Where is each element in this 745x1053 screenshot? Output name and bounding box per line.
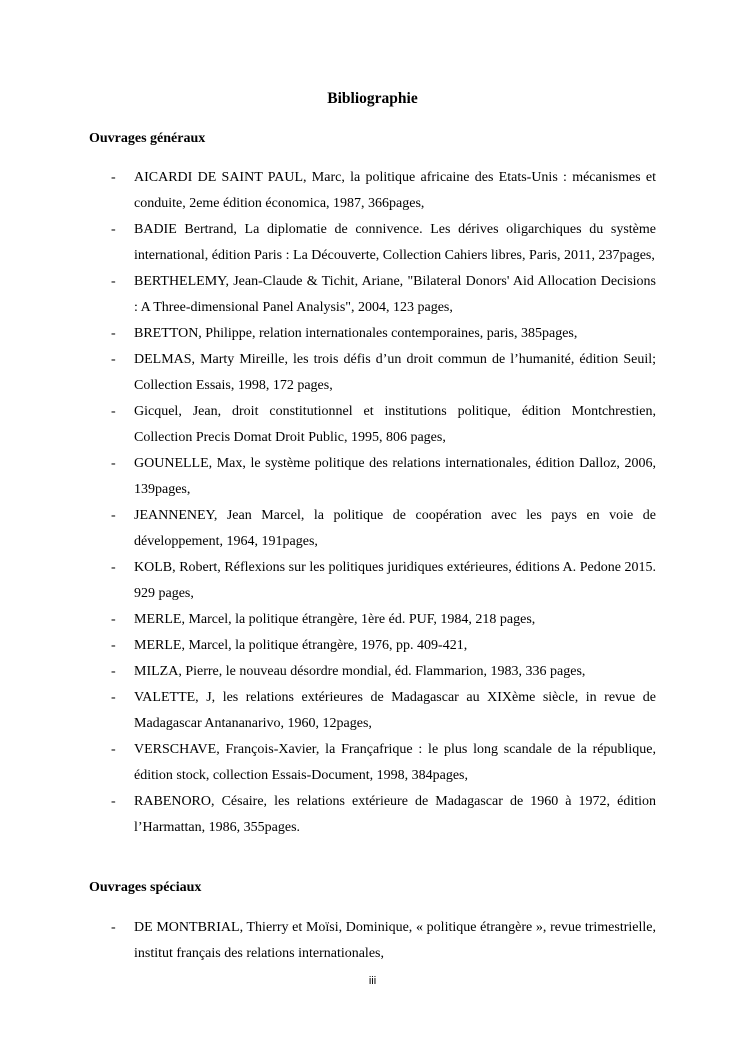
bibliography-entry xyxy=(89,659,656,685)
bibliography-entry xyxy=(89,915,656,967)
entry-text: DE MONTBRIAL, Thierry et Moïsi, Dominique, « politique étrangère », revue trimestrielle, institut français des relations internationales, xyxy=(134,920,656,961)
entry-text: BADIE Bertrand, La diplomatie de connivence. Les dérives oligarchiques du système international, édition Paris : La Découverte, Collection Cahiers libres, Paris, 2011, 237pages, xyxy=(134,222,656,263)
list-dash: - xyxy=(111,456,116,471)
bibliography-entry xyxy=(89,737,656,789)
bibliography-entry xyxy=(89,321,656,347)
list-dash: - xyxy=(111,920,116,935)
bibliography-entry xyxy=(89,503,656,555)
entry-text: KOLB, Robert, Réflexions sur les politiques juridiques extérieures, éditions A. Pedone 2015. 929 pages, xyxy=(134,560,656,601)
entry-text: RABENORO, Césaire, les relations extérieure de Madagascar de 1960 à 1972, édition l’Harmattan, 1986, 355pages. xyxy=(134,794,656,835)
list-dash: - xyxy=(111,352,116,367)
entry-text: AICARDI DE SAINT PAUL, Marc, la politique africaine des Etats-Unis : mécanismes et conduite, 2eme édition économica, 1987, 366pages, xyxy=(134,170,656,211)
entry-text: DELMAS, Marty Mireille, les trois défis d’un droit commun de l’humanité, édition Seuil; Collection Essais, 1998, 172 pages, xyxy=(134,352,656,393)
bibliography-list-general xyxy=(89,165,656,841)
list-dash: - xyxy=(111,326,116,341)
page-title: Bibliographie xyxy=(327,90,418,107)
entry-text: VERSCHAVE, François-Xavier, la Françafrique : le plus long scandale de la république, édition stock, collection Essais-Document, 1998, 384pages, xyxy=(134,742,656,783)
bibliography-entry xyxy=(89,451,656,503)
list-dash: - xyxy=(111,794,116,809)
entry-text: BRETTON, Philippe, relation internationales contemporaines, paris, 385pages, xyxy=(134,326,578,341)
bibliography-entry xyxy=(89,347,656,399)
list-dash: - xyxy=(111,742,116,757)
entry-text: JEANNENEY, Jean Marcel, la politique de coopération avec les pays en voie de développement, 1964, 191pages, xyxy=(134,508,656,549)
list-dash: - xyxy=(111,508,116,523)
entry-text: MERLE, Marcel, la politique étrangère, 1976, pp. 409-421, xyxy=(134,638,468,653)
list-dash: - xyxy=(111,222,116,237)
bibliography-entry xyxy=(89,269,656,321)
entry-text: BERTHELEMY, Jean-Claude & Tichit, Ariane, "Bilateral Donors' Aid Allocation Decisions : A Three-dimensional Panel Analysis", 2004, 123 pages, xyxy=(134,274,656,315)
entry-text: GOUNELLE, Max, le système politique des relations internationales, édition Dalloz, 2006, 139pages, xyxy=(134,456,656,497)
bibliography-entry xyxy=(89,555,656,607)
list-dash: - xyxy=(111,404,116,419)
bibliography-entry xyxy=(89,165,656,217)
list-dash: - xyxy=(111,560,116,575)
bibliography-entry xyxy=(89,399,656,451)
entry-text: MILZA, Pierre, le nouveau désordre mondial, éd. Flammarion, 1983, 336 pages, xyxy=(134,664,586,679)
entry-text: MERLE, Marcel, la politique étrangère, 1ère éd. PUF, 1984, 218 pages, xyxy=(134,612,536,627)
list-dash: - xyxy=(111,170,116,185)
bibliography-entry xyxy=(89,685,656,737)
bibliography-entry xyxy=(89,607,656,633)
section-heading-general: Ouvrages généraux xyxy=(89,131,206,146)
list-dash: - xyxy=(111,612,116,627)
page-number: iii xyxy=(368,975,377,987)
section-heading-special: Ouvrages spéciaux xyxy=(89,880,202,895)
bibliography-entry xyxy=(89,789,656,841)
bibliography-entry xyxy=(89,217,656,269)
list-dash: - xyxy=(111,638,116,653)
entry-text: Gicquel, Jean, droit constitutionnel et institutions politique, édition Montchrestien, Collection Precis Domat Droit Public, 1995, 806 pages, xyxy=(134,404,656,445)
list-dash: - xyxy=(111,690,116,705)
bibliography-list-special xyxy=(89,915,656,967)
entry-text: VALETTE, J, les relations extérieures de Madagascar au XIXème siècle, in revue de Madagascar Antananarivo, 1960, 12pages, xyxy=(134,690,656,731)
bibliography-entry xyxy=(89,633,656,659)
list-dash: - xyxy=(111,664,116,679)
list-dash: - xyxy=(111,274,116,289)
